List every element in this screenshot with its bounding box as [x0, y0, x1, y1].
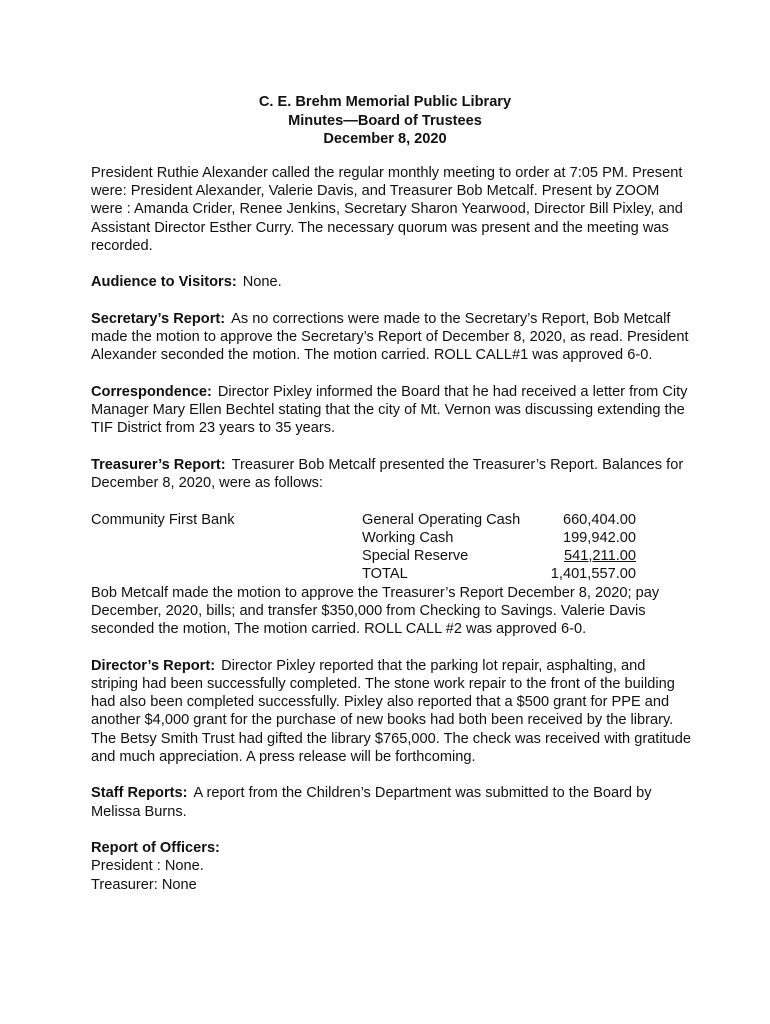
- account-name: Working Cash: [362, 529, 454, 546]
- account-name: Special Reserve: [362, 547, 469, 564]
- bank-name: Community First Bank: [91, 511, 235, 528]
- secretary-section: [91, 310, 691, 365]
- secretary-label: Secretary’s Report:: [91, 311, 226, 327]
- total-label: TOTAL: [362, 565, 408, 582]
- document-body: [91, 164, 691, 894]
- treasurer-label: Treasurer’s Report:: [91, 457, 226, 473]
- treasurer-section: [91, 456, 691, 492]
- opening-paragraph: President Ruthie Alexander called the regular monthly meeting to order at 7:05 PM. Present were: President Alexander, Valerie Davis, and Treasurer Bob Metcalf. Present by ZOOM were : Amanda Crider, Renee Jenkins, Secretary Sharon Yearwood, Director Bill Pixley, and Assistant Director Esther Curry. The necessary quorum was present and the meeting was recorded.: [91, 165, 683, 254]
- treasurer-officer-report: Treasurer: None: [91, 876, 197, 893]
- account-amount: 199,942.00: [562, 529, 636, 546]
- total-amount: 1,401,557.00: [550, 565, 636, 582]
- staff-section: [91, 784, 691, 820]
- correspondence-section: [91, 383, 691, 438]
- officers-label: Report of Officers:: [91, 840, 220, 857]
- document-subtitle: Minutes—Board of Trustees: [288, 112, 482, 129]
- officers-section: [91, 839, 691, 894]
- library-name: C. E. Brehm Memorial Public Library: [258, 94, 512, 110]
- audience-label: Audience to Visitors:: [91, 274, 237, 291]
- staff-text: A report from the Children’s Department was submitted to the Board by Melissa Burns.: [91, 785, 652, 820]
- account-amount: 660,404.00: [562, 511, 636, 528]
- treasurer-motion: Bob Metcalf made the motion to approve the Treasurer’s Report December 8, 2020; pay December, 2020, bills; and transfer $350,000 from Checking to Savings. Valerie Davis seconded the motion, The motion carried. ROLL CALL #2 was approved 6-0.: [91, 584, 660, 638]
- secretary-text: As no corrections were made to the Secretary’s Report, Bob Metcalf made the motion to approve the Secretary’s Report of December 8, 2020, as read. President Alexander seconded the motion. The motion carried. ROLL CALL#1 was approved 6-0.: [91, 311, 689, 364]
- director-label: Director’s Report:: [91, 657, 216, 674]
- director-text: Director Pixley reported that the parking lot repair, asphalting, and striping had been successfully completed. The stone work repair to the front of the building had also been completed successfully. Pixley also reported that a $500 grant for PPE and another $4,000 grant for the purchase of new books had both been received by the library. The Betsy Smith Trust had gifted the library $765,000. The check was received with gratitude and much appreciation. A press release will be forthcoming.: [91, 657, 692, 765]
- document-header: [0, 93, 770, 149]
- account-amount: 541,211.00: [564, 547, 636, 564]
- director-section: [91, 657, 691, 766]
- staff-label: Staff Reports:: [91, 785, 188, 802]
- president-report: President : None.: [91, 858, 204, 875]
- correspondence-text: Director Pixley informed the Board that he had received a letter from City Manager Mary Ellen Bechtel stating that the city of Mt. Vernon was discussing extending the TIF District from 23 years to 35 years.: [91, 384, 688, 437]
- meeting-date: December 8, 2020: [323, 131, 447, 147]
- correspondence-label: Correspondence:: [91, 384, 212, 400]
- treasurer-text: Treasurer Bob Metcalf presented the Treasurer’s Report. Balances for December 8, 2020, were as follows:: [91, 457, 684, 492]
- audience-section: [91, 273, 691, 291]
- balances-table: [91, 511, 691, 584]
- audience-text: None.: [242, 274, 282, 291]
- account-name: General Operating Cash: [362, 511, 521, 528]
